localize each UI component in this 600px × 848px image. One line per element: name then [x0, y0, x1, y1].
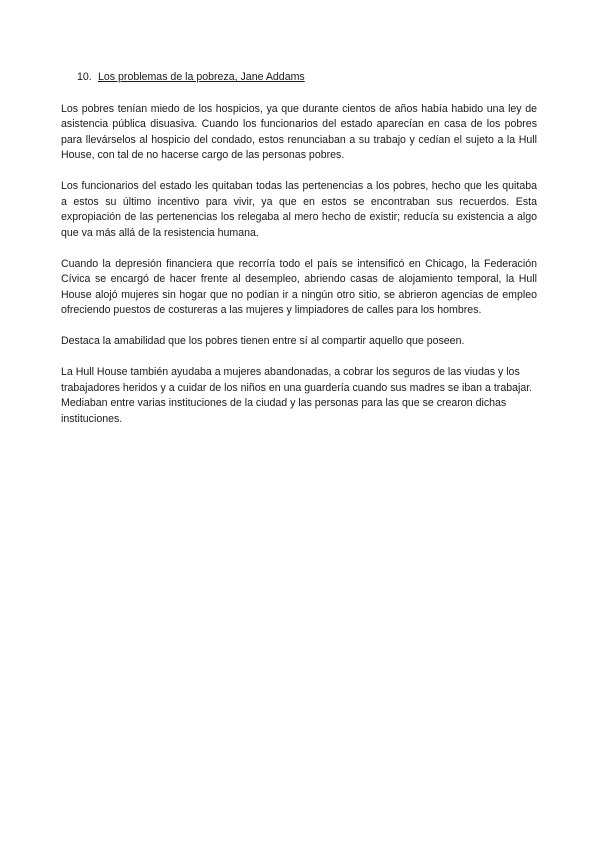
- section-heading: [61, 70, 537, 86]
- section-number: 10.: [77, 71, 92, 83]
- paragraph-2: Los funcionarios del estado les quitaban todas las pertenencias a los pobres, hecho que les quitaba a estos su último incentivo para vivir, ya que en estos se encontraban sus recuerdos. Esta expropiación de las pertenencias los relegaba al mero hecho de existir; reducía su existencia a algo que va más allá de la resistencia humana.: [61, 180, 537, 239]
- document-body: [61, 70, 537, 443]
- paragraph-4: Destaca la amabilidad que los pobres tienen entre sí al compartir aquello que poseen.: [61, 335, 465, 347]
- paragraph-5: La Hull House también ayudaba a mujeres abandonadas, a cobrar los seguros de las viudas y los trabajadores heridos y a cuidar de los niños en una guardería cuando sus madres se iban a trabajar. Mediaban entre varias instituciones de la ciudad y las personas para las que se crearon dichas instituciones.: [61, 366, 533, 425]
- paragraph-3: Cuando la depresión financiera que recorría todo el país se intensificó en Chicago, la Federación Cívica se encargó de hacer frente al desempleo, abriendo casas de alojamiento temporal, la Hull House alojó mujeres sin hogar que no podían ir a ningún otro sitio, se abrieron agencias de empleo ofreciendo puestos de costureras a las mujeres y limpiadores de calles para los hombres.: [61, 257, 537, 316]
- paragraph-1: Los pobres tenían miedo de los hospicios, ya que durante cientos de años había habido una ley de asistencia pública disuasiva. Cuando los funcionarios del estado aparecían en casa de los pobres para llevárselos al hospicio del condado, estos renunciaban a su trabajo y cedían el sujeto a la Hull House, con tal de no hacerse cargo de las personas pobres.: [61, 102, 537, 161]
- section-title: Los problemas de la pobreza, Jane Addams: [98, 71, 305, 83]
